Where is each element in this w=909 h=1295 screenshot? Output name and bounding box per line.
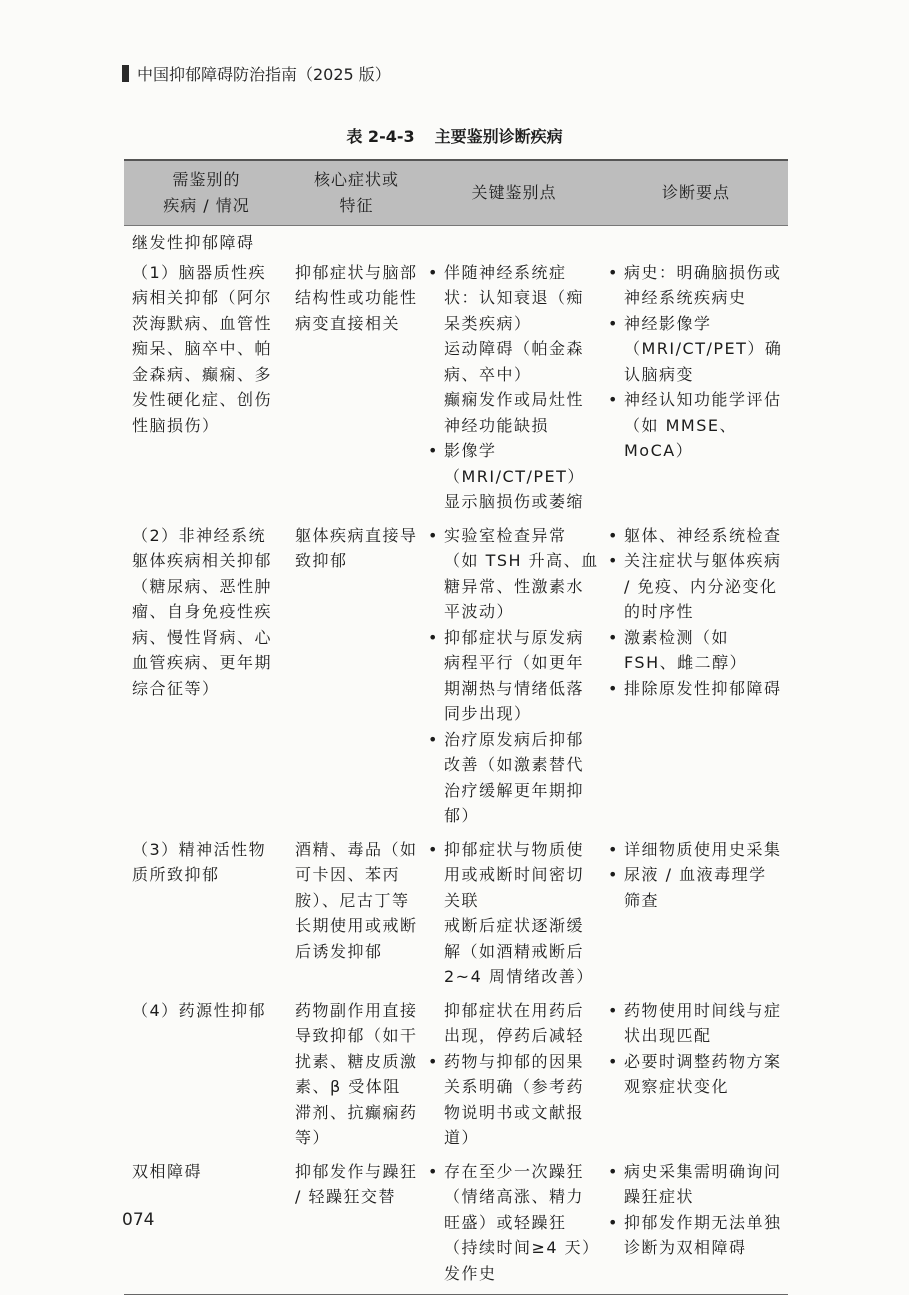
diagnosis-cell bbox=[604, 837, 788, 998]
key-points-cell bbox=[424, 523, 604, 837]
list-item: • 必要时调整药物方案观察症状变化 bbox=[604, 1049, 788, 1100]
list-item: • 神经影像学（MRI/CT/PET）确认脑病变 bbox=[604, 311, 788, 388]
diagnosis-cell bbox=[604, 998, 788, 1159]
key-points-cell bbox=[424, 1159, 604, 1295]
list-item: • 关注症状与躯体疾病 / 免疫、内分泌变化的时序性 bbox=[604, 548, 788, 625]
table-number: 表 2-4-3 bbox=[346, 127, 415, 146]
list-item: • 抑郁症状与原发病病程平行（如更年期潮热与情绪低落同步出现） bbox=[424, 625, 604, 727]
table-caption bbox=[0, 124, 909, 147]
feature-cell: 抑郁症状与脑部结构性或功能性病变直接相关 bbox=[295, 262, 418, 333]
list-item: • 病史：明确脑损伤或神经系统疾病史 bbox=[604, 260, 788, 311]
list-item: • 神经认知功能学评估（如 MMSE、MoCA） bbox=[604, 387, 788, 464]
list-item: 癫痫发作或局灶性神经功能缺损 bbox=[444, 390, 585, 435]
list-item: • 激素检测（如 FSH、雌二醇） bbox=[604, 625, 788, 676]
list-item: 抑郁症状在用药后出现，停药后减轻 bbox=[444, 1000, 585, 1045]
list-item: • 躯体、神经系统检查 bbox=[604, 523, 788, 549]
table-row bbox=[124, 523, 788, 837]
list-item: • 存在至少一次躁狂（情绪高涨、精力旺盛）或轻躁狂（持续时间≥4 天）发作史 bbox=[424, 1159, 604, 1287]
feature-cell: 药物副作用直接导致抑郁（如干扰素、糖皮质激素、β 受体阻滞剂、抗癫痫药等） bbox=[295, 1000, 418, 1147]
page-number: 074 bbox=[122, 1210, 155, 1230]
key-points-cell bbox=[424, 998, 604, 1159]
key-points-cell bbox=[424, 837, 604, 998]
table-row bbox=[124, 258, 788, 523]
table-row bbox=[124, 837, 788, 998]
feature-cell: 抑郁发作与躁狂 / 轻躁狂交替 bbox=[289, 1159, 424, 1295]
col-header-feature: 核心症状或 特征 bbox=[289, 160, 424, 226]
list-item: • 病史采集需明确询问躁狂症状 bbox=[604, 1159, 788, 1210]
diagnosis-cell bbox=[604, 258, 788, 523]
list-item: 运动障碍（帕金森病、卒中） bbox=[444, 339, 585, 384]
differential-diagnosis-table bbox=[124, 159, 788, 1295]
running-title: 中国抑郁障碍防治指南（2025 版） bbox=[137, 65, 391, 84]
list-item: • 详细物质使用史采集 bbox=[604, 837, 788, 863]
diagnosis-cell bbox=[604, 1159, 788, 1295]
diagnosis-cell bbox=[604, 523, 788, 837]
table-title: 主要鉴别诊断疾病 bbox=[434, 127, 563, 146]
col-header-disease: 需鉴别的 疾病 / 情况 bbox=[124, 160, 289, 226]
list-item: 戒断后症状逐渐缓解（如酒精戒断后 2~4 周情绪改善） bbox=[444, 916, 594, 986]
table-header-row bbox=[124, 160, 788, 226]
header-bar-icon bbox=[122, 65, 129, 82]
feature-cell: 酒精、毒品（如可卡因、苯丙胺）、尼古丁等长期使用或戒断后诱发抑郁 bbox=[295, 839, 418, 961]
list-item: • 排除原发性抑郁障碍 bbox=[604, 676, 788, 702]
section-label: 继发性抑郁障碍 bbox=[132, 233, 255, 252]
disease-cell: （2）非神经系统躯体疾病相关抑郁（糖尿病、恶性肿瘤、自身免疫性疾病、慢性肾病、心血管疾病、更年期综合征等） bbox=[132, 525, 273, 698]
list-item: • 抑郁发作期无法单独诊断为双相障碍 bbox=[604, 1210, 788, 1261]
disease-cell: （4）药源性抑郁 bbox=[132, 1000, 267, 1020]
list-item: • 药物使用时间线与症状出现匹配 bbox=[604, 998, 788, 1049]
disease-cell: （1）脑器质性疾病相关抑郁（阿尔茨海默病、血管性痴呆、脑卒中、帕金森病、癫痫、多发性硬化症、创伤性脑损伤） bbox=[132, 262, 273, 435]
list-item: • 实验室检查异常（如 TSH 升高、血糖异常、性激素水平波动） bbox=[424, 523, 604, 625]
col-header-diagnosis: 诊断要点 bbox=[604, 160, 788, 226]
key-points-cell bbox=[424, 258, 604, 523]
col-header-key-points: 关键鉴别点 bbox=[424, 160, 604, 226]
section-row bbox=[124, 226, 788, 258]
list-item: • 治疗原发病后抑郁改善（如激素替代治疗缓解更年期抑郁） bbox=[424, 727, 604, 829]
feature-cell: 躯体疾病直接导致抑郁 bbox=[295, 525, 418, 570]
disease-cell: （3）精神活性物质所致抑郁 bbox=[132, 839, 267, 884]
table-row bbox=[124, 1159, 788, 1295]
disease-cell: 双相障碍 bbox=[124, 1159, 289, 1295]
running-header bbox=[122, 62, 391, 85]
list-item: • 尿液 / 血液毒理学筛查 bbox=[604, 862, 788, 913]
list-item: • 抑郁症状与物质使用或戒断时间密切关联 bbox=[424, 837, 604, 914]
table-row bbox=[124, 998, 788, 1159]
list-item: • 药物与抑郁的因果关系明确（参考药物说明书或文献报道） bbox=[424, 1049, 604, 1151]
list-item: • 伴随神经系统症状：认知衰退（痴呆类疾病） bbox=[424, 260, 604, 337]
list-item: • 影像学（MRI/CT/PET）显示脑损伤或萎缩 bbox=[424, 438, 604, 515]
